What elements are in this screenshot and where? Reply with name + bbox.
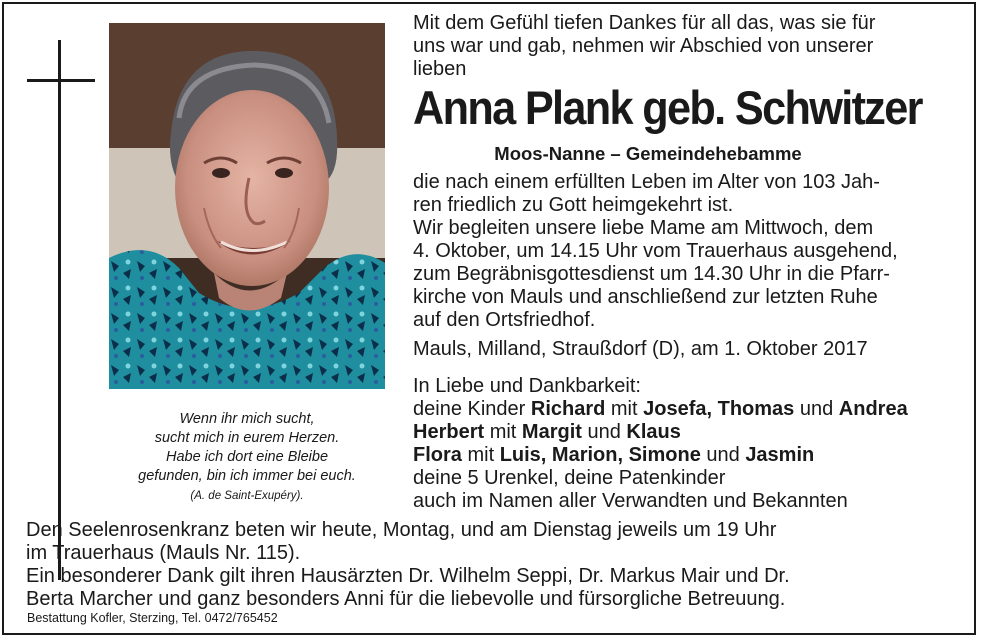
family-intro: In Liebe und Dankbarkeit: xyxy=(413,375,641,397)
deceased-subtitle: Moos-Nanne – Gemeindehebamme xyxy=(494,143,802,164)
family-line-herbert xyxy=(413,421,968,444)
family-line-relatives: auch im Namen aller Verwandten und Bekannten xyxy=(413,490,848,512)
quote-attribution: (A. de Saint-Exupéry). xyxy=(190,490,304,502)
family-name: Luis, Marion, Simone xyxy=(499,444,701,466)
portrait-photo xyxy=(109,23,385,389)
deceased-name: Anna Plank geb. Schwitzer xyxy=(413,81,922,134)
closing-line: im Trauerhaus (Mauls Nr. 115). xyxy=(26,542,301,564)
intro-line: Mit dem Gefühl tiefen Dankes für all das, was sie für xyxy=(413,12,876,34)
funeral-home-credit: Bestattung Kofler, Sterzing, Tel. 0472/765452 xyxy=(27,611,278,625)
family-text: mit xyxy=(461,444,500,466)
closing-line: Berta Marcher und ganz besonders Anni für die liebevolle und fürsorgliche Betreuung. xyxy=(26,588,786,610)
family-name: Jasmin xyxy=(745,444,815,466)
family-text: mit xyxy=(605,398,644,420)
body-line: zum Begräbnisgottesdienst um 14.30 Uhr in die Pfarr- xyxy=(413,263,890,285)
family-name: Flora xyxy=(413,444,462,466)
family-line-flora xyxy=(413,444,968,467)
closing-line: Den Seelenrosenkranz beten wir heute, Montag, und am Dienstag jeweils um 19 Uhr xyxy=(26,519,777,541)
family-name: Andrea xyxy=(838,398,908,420)
closing-text xyxy=(26,519,970,611)
quote-line: Habe ich dort eine Bleibe xyxy=(165,449,329,465)
family-name: Josefa, Thomas xyxy=(643,398,795,420)
body-line: ren friedlich zu Gott heimgekehrt ist. xyxy=(413,194,734,216)
quote-block xyxy=(100,410,394,506)
intro-line: uns war und gab, nehmen wir Abschied von unserer xyxy=(413,35,874,57)
family-line-children xyxy=(413,398,968,421)
intro-line: lieben xyxy=(413,58,467,80)
family-text: und xyxy=(700,444,746,466)
intro-text xyxy=(413,12,968,81)
place-date: Mauls, Milland, Straußdorf (D), am 1. Oktober 2017 xyxy=(413,338,868,360)
body-line: auf den Ortsfriedhof. xyxy=(413,309,596,331)
family-text: mit xyxy=(484,421,522,443)
body-line: Wir begleiten unsere liebe Mame am Mittwoch, dem xyxy=(413,217,874,239)
body-line: 4. Oktober, um 14.15 Uhr vom Trauerhaus ausgehend, xyxy=(413,240,898,262)
quote-line: Wenn ihr mich sucht, xyxy=(179,411,315,427)
family-name: Margit xyxy=(521,421,582,443)
family-text: und xyxy=(581,421,627,443)
body-line: kirche von Mauls und anschließend zur letzten Ruhe xyxy=(413,286,878,308)
family-name: Richard xyxy=(530,398,606,420)
closing-line: Ein besonderer Dank gilt ihren Hausärzten Dr. Wilhelm Seppi, Dr. Markus Mair und Dr. xyxy=(26,565,790,587)
body-line: die nach einem erfüllten Leben im Alter von 103 Jah- xyxy=(413,171,880,193)
quote-line: gefunden, bin ich immer bei euch. xyxy=(138,468,356,484)
family-line-grandchildren: deine 5 Urenkel, deine Patenkinder xyxy=(413,467,726,489)
family-name: Klaus xyxy=(626,421,681,443)
cross-horizontal-bar xyxy=(27,79,95,82)
obituary-body xyxy=(413,171,968,332)
family-list xyxy=(413,375,968,513)
cross-vertical-bar xyxy=(58,40,61,580)
quote-line: sucht mich in eurem Herzen. xyxy=(154,430,340,446)
family-text: deine Kinder xyxy=(413,398,531,420)
family-text: und xyxy=(794,398,839,420)
family-name: Herbert xyxy=(413,421,485,443)
